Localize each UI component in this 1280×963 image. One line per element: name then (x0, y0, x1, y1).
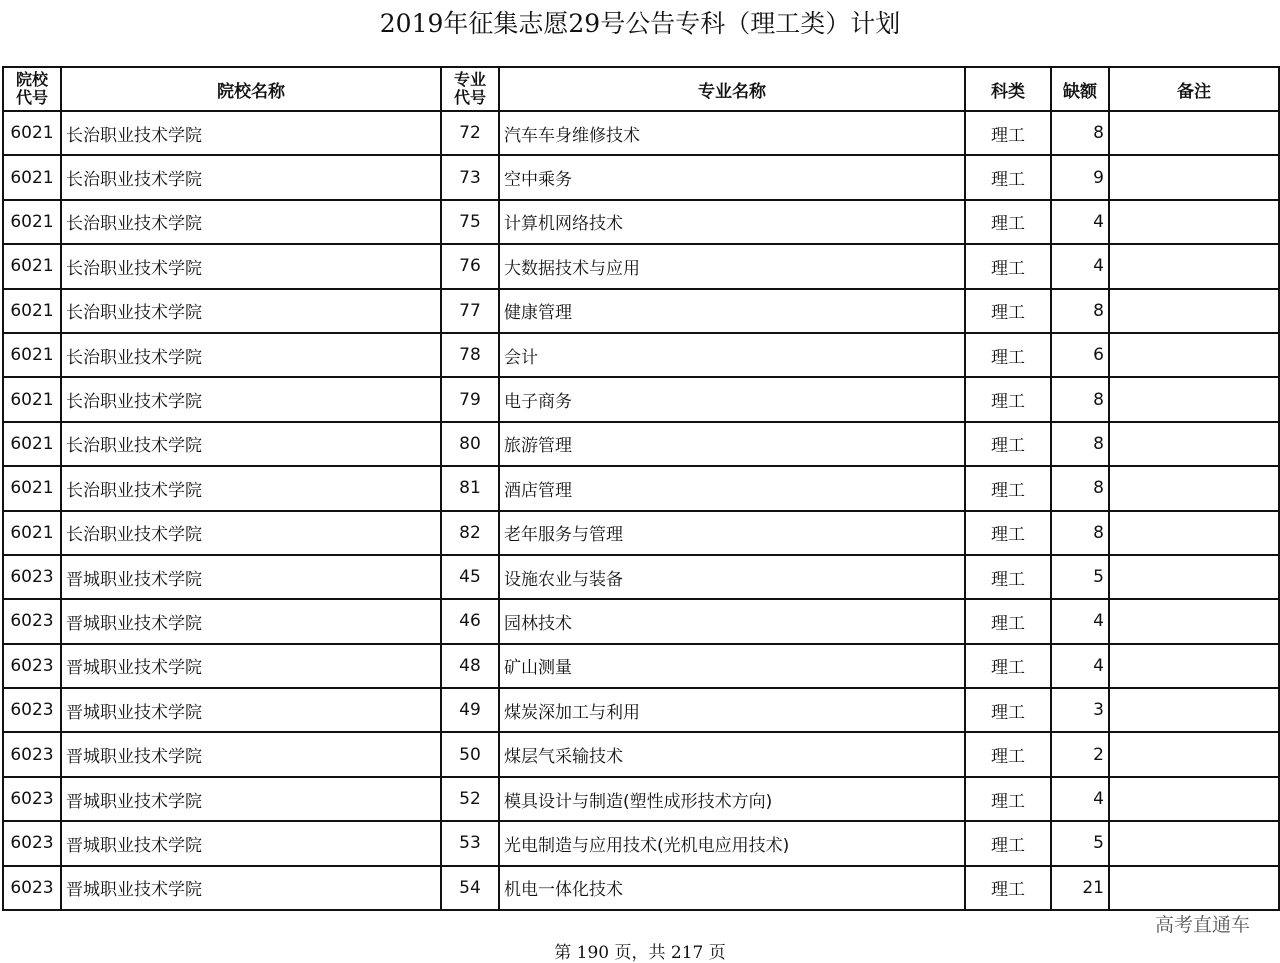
table-row (3, 377, 1279, 421)
remarks-cell (1109, 155, 1279, 199)
quota-cell: 9 (1051, 155, 1109, 199)
header-remarks: 备注 (1109, 67, 1279, 111)
major-name-cell: 健康管理 (499, 289, 965, 333)
major-name-cell: 汽车车身维修技术 (499, 111, 965, 155)
major-name-cell: 光电制造与应用技术(光机电应用技术) (499, 821, 965, 865)
quota-cell: 5 (1051, 555, 1109, 599)
quota-cell: 4 (1051, 599, 1109, 643)
header-major-code-line1: 专业 (453, 70, 486, 89)
major-name-cell: 大数据技术与应用 (499, 244, 965, 288)
quota-cell: 3 (1051, 688, 1109, 732)
table-row (3, 333, 1279, 377)
major-name-cell: 设施农业与装备 (499, 555, 965, 599)
remarks-cell (1109, 244, 1279, 288)
major-code-cell: 72 (441, 111, 499, 155)
school-name-cell: 晋城职业技术学院 (61, 866, 441, 910)
quota-cell: 8 (1051, 422, 1109, 466)
category-cell: 理工 (965, 555, 1051, 599)
school-name-cell: 晋城职业技术学院 (61, 732, 441, 776)
school-code-cell: 6023 (3, 732, 61, 776)
major-code-cell: 78 (441, 333, 499, 377)
header-school-code-line1: 院校 (15, 70, 48, 89)
major-code-cell: 52 (441, 777, 499, 821)
category-cell: 理工 (965, 466, 1051, 510)
school-name-cell: 长治职业技术学院 (61, 333, 441, 377)
watermark: 高考直通车 (1154, 914, 1250, 936)
category-cell: 理工 (965, 777, 1051, 821)
quota-cell: 8 (1051, 289, 1109, 333)
major-code-cell: 79 (441, 377, 499, 421)
school-name-cell: 长治职业技术学院 (61, 511, 441, 555)
quota-cell: 5 (1051, 821, 1109, 865)
school-code-cell: 6023 (3, 644, 61, 688)
school-name-cell: 晋城职业技术学院 (61, 821, 441, 865)
quota-cell: 8 (1051, 466, 1109, 510)
quota-cell: 4 (1051, 644, 1109, 688)
remarks-cell (1109, 555, 1279, 599)
category-cell: 理工 (965, 599, 1051, 643)
remarks-cell (1109, 732, 1279, 776)
major-name-cell: 空中乘务 (499, 155, 965, 199)
remarks-cell (1109, 200, 1279, 244)
quota-cell: 4 (1051, 777, 1109, 821)
table-row (3, 244, 1279, 288)
major-code-cell: 46 (441, 599, 499, 643)
school-code-cell: 6021 (3, 511, 61, 555)
major-name-cell: 矿山测量 (499, 644, 965, 688)
quota-cell: 21 (1051, 866, 1109, 910)
major-code-cell: 73 (441, 155, 499, 199)
major-code-cell: 81 (441, 466, 499, 510)
table-row (3, 155, 1279, 199)
category-cell: 理工 (965, 821, 1051, 865)
quota-cell: 8 (1051, 511, 1109, 555)
school-name-cell: 长治职业技术学院 (61, 111, 441, 155)
header-school-code (3, 67, 61, 111)
major-name-cell: 电子商务 (499, 377, 965, 421)
quota-cell: 8 (1051, 377, 1109, 421)
major-code-cell: 76 (441, 244, 499, 288)
major-name-cell: 旅游管理 (499, 422, 965, 466)
table-row (3, 466, 1279, 510)
category-cell: 理工 (965, 244, 1051, 288)
major-name-cell: 机电一体化技术 (499, 866, 965, 910)
school-code-cell: 6023 (3, 821, 61, 865)
category-cell: 理工 (965, 644, 1051, 688)
remarks-cell (1109, 599, 1279, 643)
school-name-cell: 长治职业技术学院 (61, 244, 441, 288)
school-name-cell: 长治职业技术学院 (61, 466, 441, 510)
major-code-cell: 54 (441, 866, 499, 910)
category-cell: 理工 (965, 289, 1051, 333)
major-name-cell: 煤层气采输技术 (499, 732, 965, 776)
school-code-cell: 6021 (3, 111, 61, 155)
major-code-cell: 45 (441, 555, 499, 599)
category-cell: 理工 (965, 111, 1051, 155)
header-category: 科类 (965, 67, 1051, 111)
school-code-cell: 6021 (3, 200, 61, 244)
school-name-cell: 长治职业技术学院 (61, 377, 441, 421)
major-code-cell: 75 (441, 200, 499, 244)
school-code-cell: 6023 (3, 777, 61, 821)
category-cell: 理工 (965, 866, 1051, 910)
remarks-cell (1109, 289, 1279, 333)
major-code-cell: 77 (441, 289, 499, 333)
category-cell: 理工 (965, 200, 1051, 244)
quota-cell: 2 (1051, 732, 1109, 776)
major-name-cell: 老年服务与管理 (499, 511, 965, 555)
major-code-cell: 49 (441, 688, 499, 732)
table-row (3, 200, 1279, 244)
school-code-cell: 6021 (3, 333, 61, 377)
remarks-cell (1109, 644, 1279, 688)
category-cell: 理工 (965, 377, 1051, 421)
table-row (3, 777, 1279, 821)
school-name-cell: 长治职业技术学院 (61, 155, 441, 199)
school-name-cell: 晋城职业技术学院 (61, 555, 441, 599)
remarks-cell (1109, 377, 1279, 421)
school-code-cell: 6021 (3, 422, 61, 466)
major-name-cell: 计算机网络技术 (499, 200, 965, 244)
school-code-cell: 6021 (3, 289, 61, 333)
remarks-cell (1109, 466, 1279, 510)
table-row (3, 422, 1279, 466)
school-code-cell: 6023 (3, 555, 61, 599)
school-code-cell: 6023 (3, 866, 61, 910)
header-school-code-line2: 代号 (15, 88, 48, 107)
major-code-cell: 82 (441, 511, 499, 555)
school-code-cell: 6023 (3, 688, 61, 732)
school-code-cell: 6021 (3, 466, 61, 510)
major-code-cell: 53 (441, 821, 499, 865)
school-name-cell: 晋城职业技术学院 (61, 599, 441, 643)
major-name-cell: 煤炭深加工与利用 (499, 688, 965, 732)
major-name-cell: 模具设计与制造(塑性成形技术方向) (499, 777, 965, 821)
table-body (3, 111, 1279, 910)
remarks-cell (1109, 688, 1279, 732)
remarks-cell (1109, 866, 1279, 910)
major-code-cell: 48 (441, 644, 499, 688)
header-school-name: 院校名称 (61, 67, 441, 111)
major-name-cell: 园林技术 (499, 599, 965, 643)
school-code-cell: 6021 (3, 155, 61, 199)
category-cell: 理工 (965, 155, 1051, 199)
school-name-cell: 晋城职业技术学院 (61, 777, 441, 821)
table-row (3, 511, 1279, 555)
school-name-cell: 长治职业技术学院 (61, 422, 441, 466)
table-row (3, 866, 1279, 910)
school-code-cell: 6021 (3, 244, 61, 288)
quota-cell: 4 (1051, 200, 1109, 244)
table-row (3, 289, 1279, 333)
table-header-row (3, 67, 1279, 111)
school-name-cell: 晋城职业技术学院 (61, 688, 441, 732)
remarks-cell (1109, 333, 1279, 377)
remarks-cell (1109, 511, 1279, 555)
major-name-cell: 会计 (499, 333, 965, 377)
school-name-cell: 长治职业技术学院 (61, 289, 441, 333)
header-major-name: 专业名称 (499, 67, 965, 111)
header-major-code-line2: 代号 (453, 88, 486, 107)
plan-table (2, 66, 1280, 911)
quota-cell: 6 (1051, 333, 1109, 377)
remarks-cell (1109, 422, 1279, 466)
header-quota: 缺额 (1051, 67, 1109, 111)
category-cell: 理工 (965, 732, 1051, 776)
remarks-cell (1109, 821, 1279, 865)
school-code-cell: 6021 (3, 377, 61, 421)
category-cell: 理工 (965, 688, 1051, 732)
school-code-cell: 6023 (3, 599, 61, 643)
major-code-cell: 50 (441, 732, 499, 776)
school-name-cell: 晋城职业技术学院 (61, 644, 441, 688)
school-name-cell: 长治职业技术学院 (61, 200, 441, 244)
category-cell: 理工 (965, 422, 1051, 466)
table-row (3, 555, 1279, 599)
table-row (3, 111, 1279, 155)
major-name-cell: 酒店管理 (499, 466, 965, 510)
table-row (3, 644, 1279, 688)
header-major-code (441, 67, 499, 111)
table-row (3, 688, 1279, 732)
category-cell: 理工 (965, 333, 1051, 377)
remarks-cell (1109, 777, 1279, 821)
page-footer: 第 190 页，共 217 页 (554, 943, 726, 963)
major-code-cell: 80 (441, 422, 499, 466)
table-row (3, 599, 1279, 643)
quota-cell: 8 (1051, 111, 1109, 155)
category-cell: 理工 (965, 511, 1051, 555)
table-row (3, 732, 1279, 776)
quota-cell: 4 (1051, 244, 1109, 288)
remarks-cell (1109, 111, 1279, 155)
page-title: 2019年征集志愿29号公告专科（理工类）计划 (379, 9, 901, 38)
table-row (3, 821, 1279, 865)
